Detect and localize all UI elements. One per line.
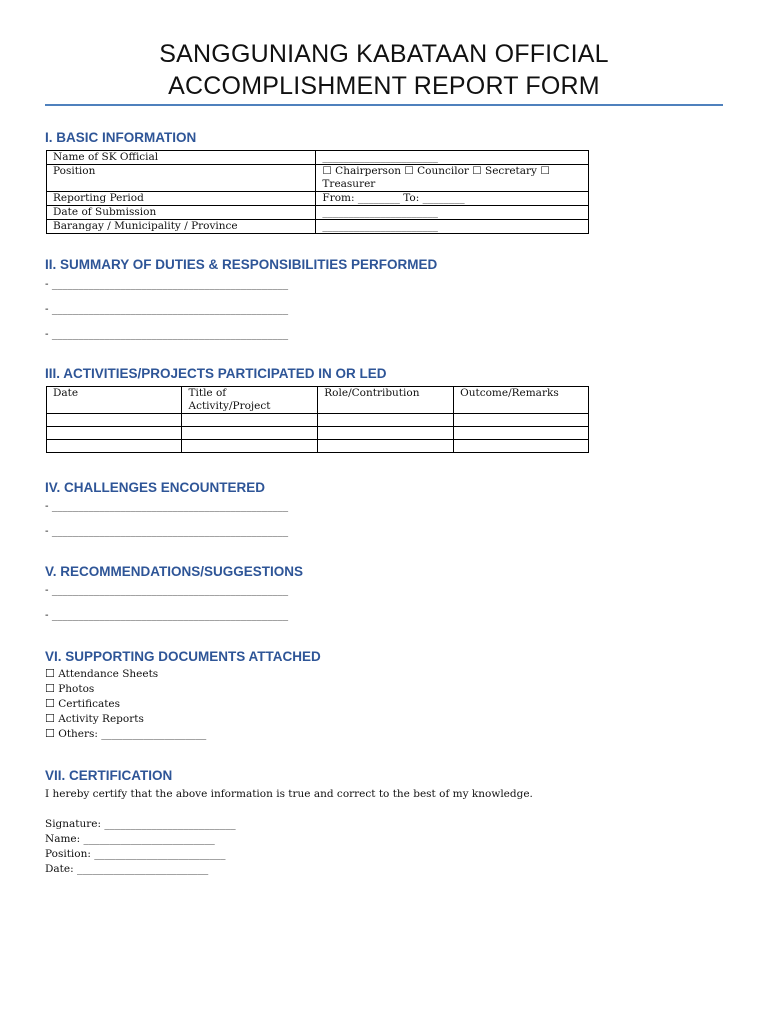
checkbox-icon[interactable]: ☐ [45, 712, 55, 725]
submission-date-field[interactable]: ______________________ [316, 206, 589, 220]
document-item-activity-reports[interactable] [45, 712, 144, 726]
document-label: Attendance Sheets [58, 668, 159, 680]
document-item-certificates[interactable] [45, 697, 120, 711]
position-options-line-2[interactable]: Treasurer [322, 178, 376, 190]
table-cell[interactable] [47, 440, 182, 453]
position-field-cert[interactable]: Position: _________________________ [45, 848, 226, 860]
position-options[interactable] [316, 165, 589, 192]
document-item-attendance[interactable] [45, 667, 158, 681]
checkbox-icon[interactable]: ☐ [45, 682, 55, 695]
certification-statement: I hereby certify that the above information is true and correct to the best of my knowledge. [45, 788, 533, 800]
table-cell[interactable] [182, 414, 318, 427]
activities-table [46, 386, 589, 453]
form-title-line-1: SANGGUNIANG KABATAAN OFFICIAL [159, 40, 609, 68]
challenges-heading: IV. CHALLENGES ENCOUNTERED [45, 480, 266, 495]
table-row [47, 165, 589, 192]
table-cell[interactable] [454, 427, 589, 440]
duty-line-1[interactable]: - _____________________________________________ [45, 278, 289, 290]
column-header-outcome: Outcome/Remarks [454, 387, 589, 414]
form-title-line-2: ACCOMPLISHMENT REPORT FORM [168, 72, 600, 100]
location-label: Barangay / Municipality / Province [47, 220, 316, 234]
table-cell[interactable] [454, 440, 589, 453]
document-label: Others: ____________________ [58, 728, 207, 740]
table-cell[interactable] [182, 427, 318, 440]
checkbox-icon[interactable]: ☐ [45, 667, 55, 680]
table-cell[interactable] [318, 427, 454, 440]
duty-line-3[interactable]: - _____________________________________________ [45, 328, 289, 340]
basic-info-table [46, 150, 589, 234]
location-field[interactable]: ______________________ [316, 220, 589, 234]
table-cell[interactable] [318, 414, 454, 427]
duties-heading: II. SUMMARY OF DUTIES & RESPONSIBILITIES PERFORMED [45, 257, 438, 272]
name-field-cert[interactable]: Name: _________________________ [45, 833, 215, 845]
table-cell[interactable] [182, 440, 318, 453]
position-label: Position [47, 165, 316, 192]
name-label: Name of SK Official [47, 151, 316, 165]
activities-heading: III. ACTIVITIES/PROJECTS PARTICIPATED IN OR LED [45, 366, 387, 381]
table-header-row [47, 387, 589, 414]
column-header-title: Title of Activity/Project [182, 387, 318, 414]
table-row [47, 414, 589, 427]
table-row [47, 151, 589, 165]
duty-line-2[interactable]: - _____________________________________________ [45, 303, 289, 315]
table-cell[interactable] [318, 440, 454, 453]
table-row [47, 440, 589, 453]
document-label: Certificates [58, 698, 121, 710]
basic-info-heading: I. BASIC INFORMATION [45, 130, 197, 145]
table-row [47, 206, 589, 220]
table-cell[interactable] [454, 414, 589, 427]
table-row [47, 220, 589, 234]
documents-heading: VI. SUPPORTING DOCUMENTS ATTACHED [45, 649, 321, 664]
challenge-line-2[interactable]: - _____________________________________________ [45, 525, 289, 537]
signature-field[interactable]: Signature: _________________________ [45, 818, 236, 830]
reporting-period-field[interactable]: From: ________ To: ________ [316, 192, 589, 206]
document-item-photos[interactable] [45, 682, 94, 696]
title-divider [45, 104, 723, 106]
challenge-line-1[interactable]: - _____________________________________________ [45, 500, 289, 512]
table-row [47, 427, 589, 440]
table-row [47, 192, 589, 206]
recommendations-heading: V. RECOMMENDATIONS/SUGGESTIONS [45, 564, 304, 579]
document-label: Photos [58, 683, 95, 695]
date-field-cert[interactable]: Date: _________________________ [45, 863, 209, 875]
document-label: Activity Reports [58, 713, 144, 725]
table-cell[interactable] [47, 427, 182, 440]
recommendation-line-1[interactable]: - _____________________________________________ [45, 584, 289, 596]
submission-date-label: Date of Submission [47, 206, 316, 220]
reporting-period-label: Reporting Period [47, 192, 316, 206]
certification-heading: VII. CERTIFICATION [45, 768, 173, 783]
name-field[interactable]: ______________________ [316, 151, 589, 165]
position-options-line-1[interactable]: ☐ Chairperson ☐ Councilor ☐ Secretary ☐ [322, 165, 550, 177]
column-header-role: Role/Contribution [318, 387, 454, 414]
checkbox-icon[interactable]: ☐ [45, 727, 55, 740]
checkbox-icon[interactable]: ☐ [45, 697, 55, 710]
recommendation-line-2[interactable]: - _____________________________________________ [45, 609, 289, 621]
table-cell[interactable] [47, 414, 182, 427]
column-header-date: Date [47, 387, 182, 414]
document-item-others[interactable] [45, 727, 206, 741]
